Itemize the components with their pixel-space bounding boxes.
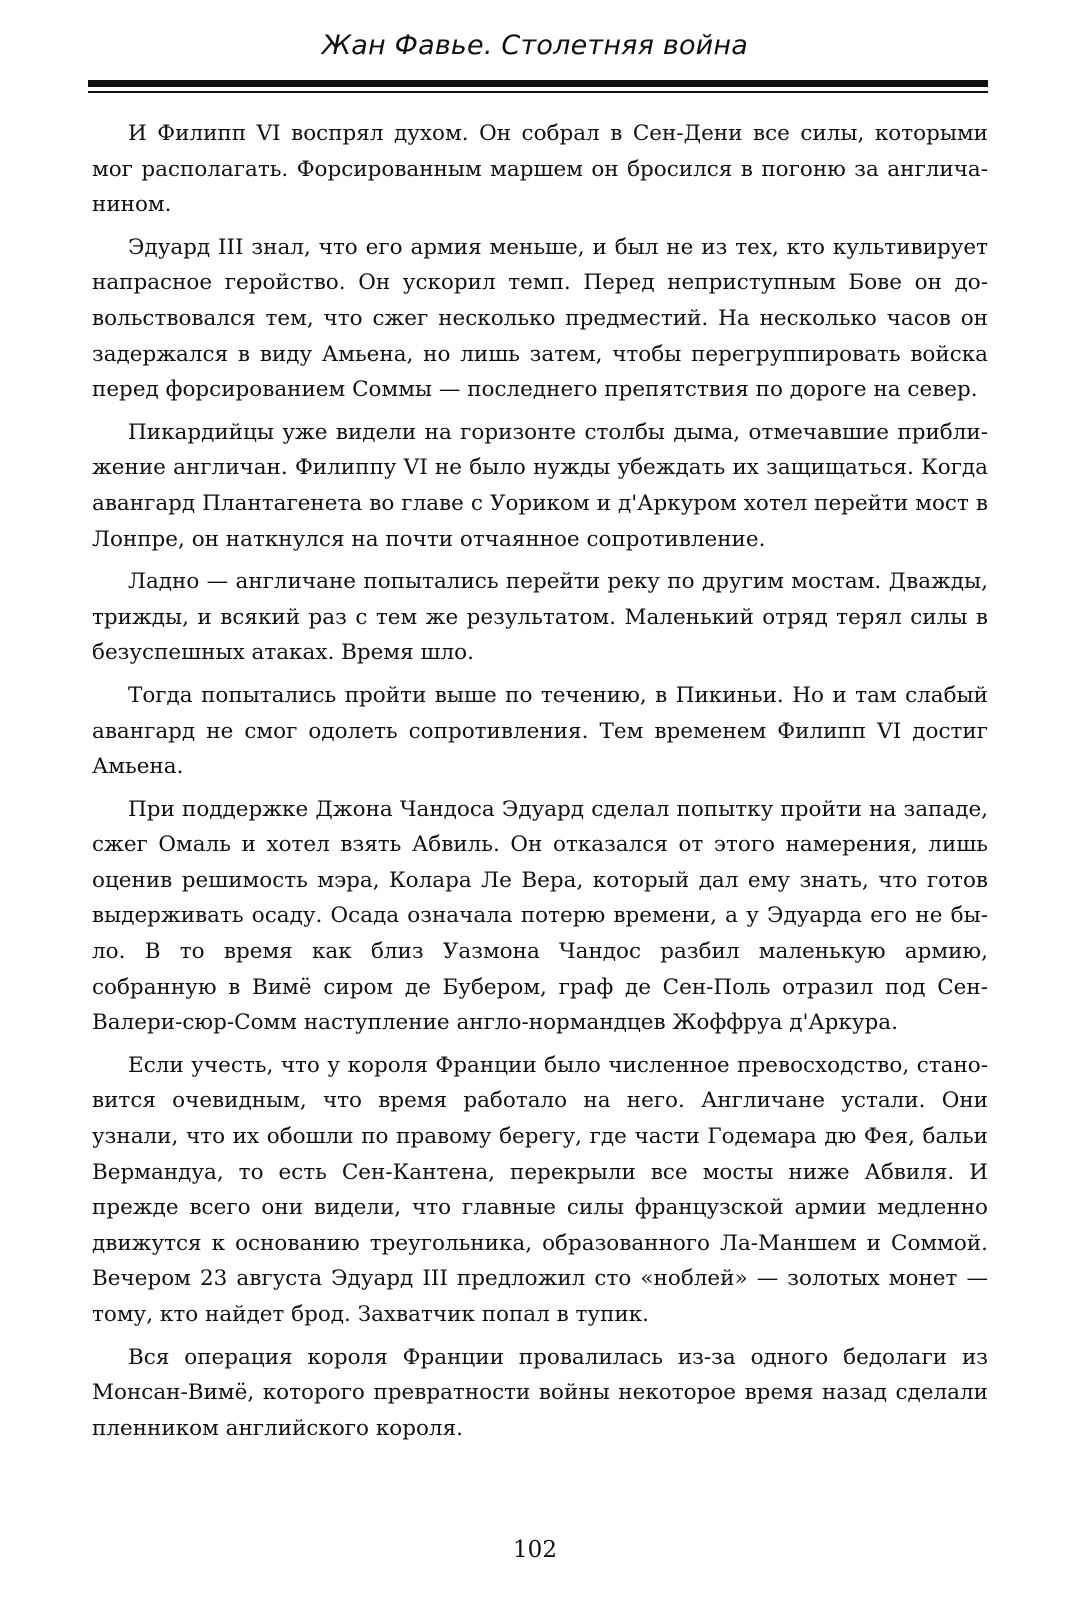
running-title: Жан Фавье. Столетняя война — [321, 30, 749, 61]
paragraph: Тогда попытались пройти выше по течению, в Пикиньи. Но и там слабый авангард не смог одолеть сопротивления. Тем временем Филипп VI достиг Амьена. — [92, 682, 988, 780]
header-rule-thin — [88, 91, 988, 93]
paragraph: Пикардийцы уже видели на горизонте столбы дыма, отмечавшие приближение англичан. Филиппу VI не было нужды убеждать их защищаться. Когда авангард Плантагенета во главе с Уориком и д'Аркуром хотел перейти мост в Лонпре, он наткнулся на почти отчаянное сопротивление. — [92, 419, 988, 552]
header-rule-thick — [88, 80, 988, 87]
page-number: 102 — [513, 1537, 557, 1563]
paragraph: Эдуард III знал, что его армия меньше, и был не из тех, кто культивирует напрасное геройство. Он ускорил темп. Перед неприступным Бове он довольствовался тем, что сжег несколько предместий. На несколько часов он задержался в виду Амьена, но лишь затем, чтобы перегруппировать войска перед форсированием Соммы — последнего препятствия по дороге на север. — [92, 234, 988, 403]
paragraph: И Филипп VI воспрял духом. Он собрал в Сен-Дени все силы, которыми мог располагать. Форсированным маршем он бросился в погоню за англичанином. — [92, 121, 988, 218]
body-text — [92, 116, 988, 1453]
paragraph: При поддержке Джона Чандоса Эдуард сделал попытку пройти на западе, сжег Омаль и хотел взять Абвиль. Он отказался от этого намерения, лишь оценив решимость мэра, Колара Ле Вера, который дал ему знать, что готов выдерживать осаду. Осада означала потерю времени, а у Эдуарда его не было. В то время как близ Уазмона Чандос разбил маленькую армию, собранную в Вимё сиром де Бубером, граф де Сен-Поль отразил под Сен-Валери-сюр-Сомм наступление англо-нормандцев Жоффруа д'Аркура. — [92, 796, 988, 1036]
paragraph: Ладно — англичане попытались перейти реку по другим мостам. Дважды, трижды, и всякий раз с тем же результатом. Маленький отряд терял силы в безуспешных атаках. Время шло. — [92, 569, 988, 666]
paragraph: Если учесть, что у короля Франции было численное превосходство, становится очевидным, что время работало на него. Англичане устали. Они узнали, что их обошли по правому берегу, где части Годемара дю Фея, бальи Вермандуа, то есть Сен-Кантена, перекрыли все мосты ниже Абвиля. И прежде всего они видели, что главные силы французской армии медленно движутся к основанию треугольника, образованного Ла-Маншем и Соммой. Вечером 23 августа Эдуард III предложил сто «ноблей» — золотых монет — тому, кто найдет брод. Захватчик попал в тупик. — [92, 1052, 988, 1327]
paragraph: Вся операция короля Франции провалилась из-за одного бедолаги из Монсан-Вимё, которого превратности войны некоторое время назад сделали пленником английского короля. — [92, 1344, 988, 1441]
